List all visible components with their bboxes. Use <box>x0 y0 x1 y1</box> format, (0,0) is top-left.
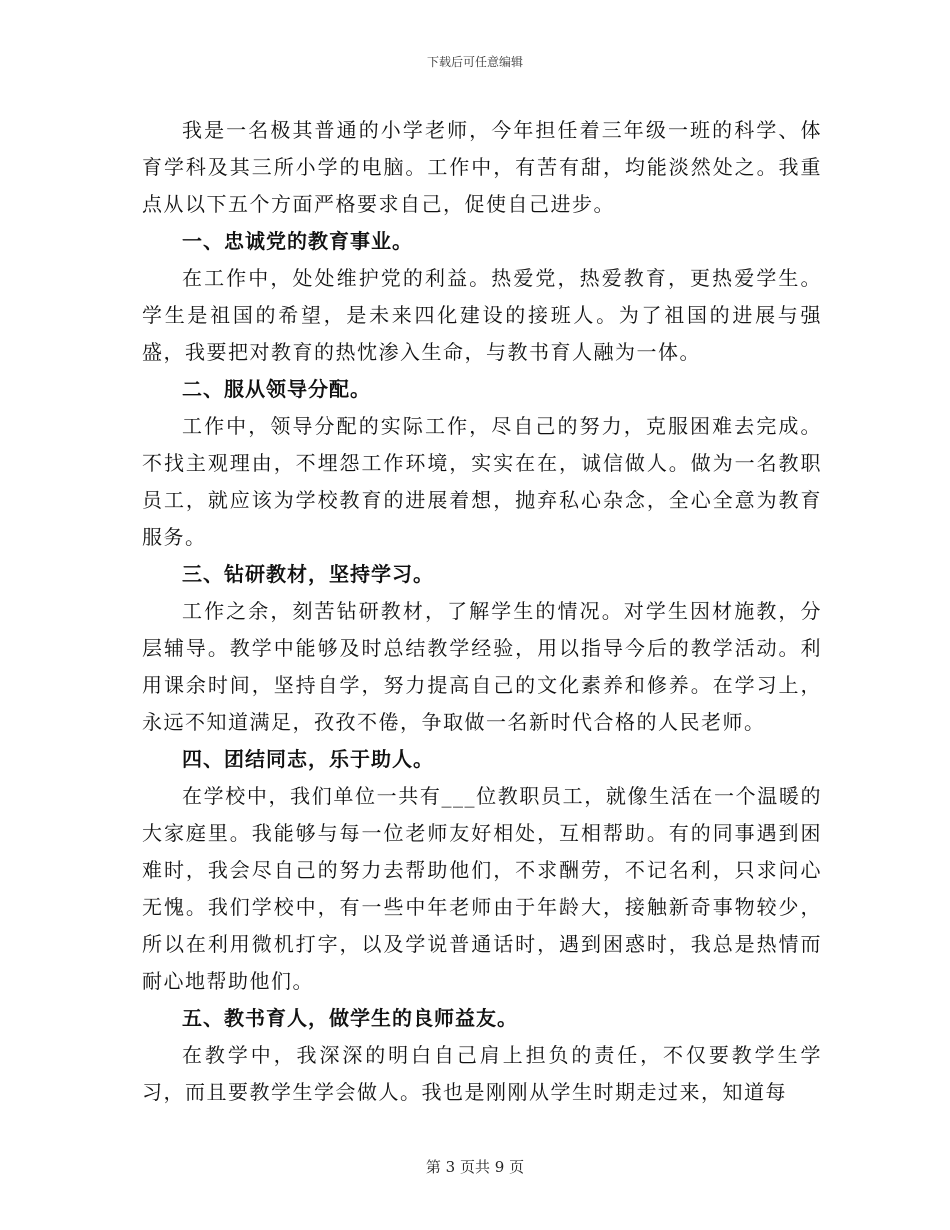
page-header: 下载后可任意编辑 <box>426 55 523 69</box>
section-5-body: 在教学中，我深深的明白自己肩上担负的责任，不仅要教学生学习，而且要教学生学会做人。我也是刚刚从学生时期走过来，知道每 <box>142 1043 822 1104</box>
section-4-heading: 四、团结同志，乐于助人。 <box>182 747 434 771</box>
section-1-heading: 一、忠诚党的教育事业。 <box>182 229 413 253</box>
section-1-body: 在工作中，处处维护党的利益。热爱党，热爱教育，更热爱学生。学生是祖国的希望，是未来四化建设的接班人。为了祖国的进展与强盛，我要把对教育的热忱渗入生命，与教书育人融为一体。 <box>142 266 822 364</box>
section-2-heading: 二、服从领导分配。 <box>182 377 371 401</box>
section-4-body: 在学校中，我们单位一共有___位教职员工，就像生活在一个温暖的大家庭里。我能够与每一位老师友好相处，互相帮助。有的同事遇到困难时，我会尽自己的努力去帮助他们，不求酬劳，不记名利，只求问心无愧。我们学校中，有一些中年老师由于年龄大，接触新奇事物较少，所以在利用微机打字，以及学说普通话时，遇到困惑时，我总是热情而耐心地帮助他们。 <box>142 784 822 993</box>
section-5-heading: 五、教书育人，做学生的良师益友。 <box>182 1006 518 1030</box>
document-body <box>142 112 822 1111</box>
section-2-body: 工作中，领导分配的实际工作，尽自己的努力，克服困难去完成。不找主观理由，不埋怨工作环境，实实在在，诚信做人。做为一名教职员工，就应该为学校教育的进展着想，抛弃私心杂念，全心全意为教育服务。 <box>142 414 822 549</box>
section-3-body: 工作之余，刻苦钻研教材，了解学生的情况。对学生因材施教，分层辅导。教学中能够及时总结教学经验，用以指导今后的教学活动。利用课余时间，坚持自学，努力提高自己的文化素养和修养。在学习上，永远不知道满足，孜孜不倦，争取做一名新时代合格的人民老师。 <box>142 599 822 734</box>
intro-paragraph: 我是一名极其普通的小学老师，今年担任着三年级一班的科学、体育学科及其三所小学的电脑。工作中，有苦有甜，均能淡然处之。我重点从以下五个方面严格要求自己，促使自己进步。 <box>142 118 822 216</box>
page-footer: 第 3 页共 9 页 <box>425 1158 525 1176</box>
section-3-heading: 三、钻研教材，坚持学习。 <box>182 562 434 586</box>
